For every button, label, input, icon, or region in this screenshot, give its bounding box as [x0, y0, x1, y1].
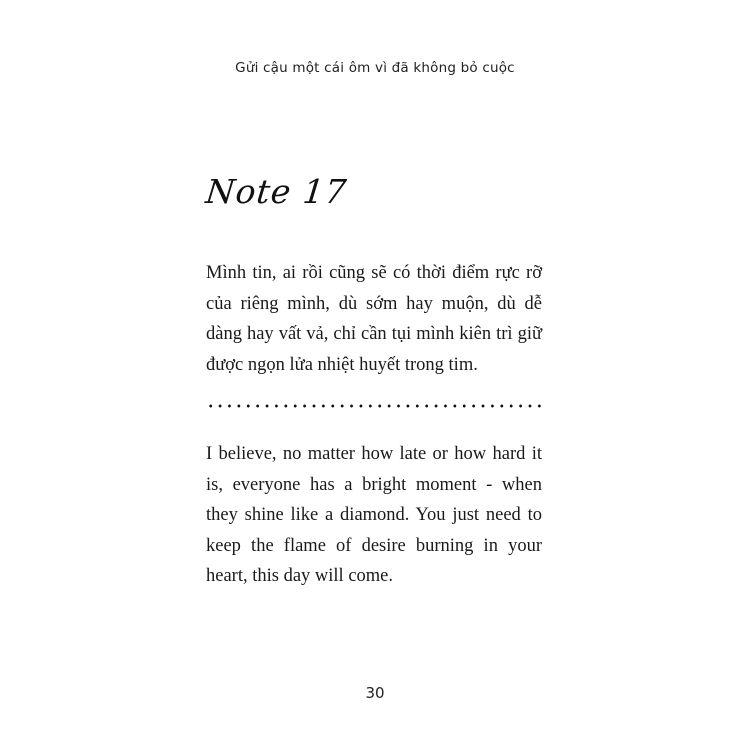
dotted-divider	[206, 404, 544, 408]
note-title: Note 17	[203, 172, 350, 211]
english-paragraph: I believe, no matter how late or how hard it is, everyone has a bright moment - when they shine like a diamond. You just need to keep the flame of desire burning in your heart, this day will come.	[206, 444, 542, 586]
running-header: Gửi cậu một cái ôm vì đã không bỏ cuộc	[235, 60, 515, 76]
vietnamese-paragraph: Mình tin, ai rồi cũng sẽ có thời điểm rực rỡ của riêng mình, dù sớm hay muộn, dù dễ dàng hay vất vả, chỉ cần tụi mình kiên trì giữ được ngọn lửa nhiệt huyết trong tim.	[206, 263, 542, 375]
page-number: 30	[365, 684, 385, 702]
